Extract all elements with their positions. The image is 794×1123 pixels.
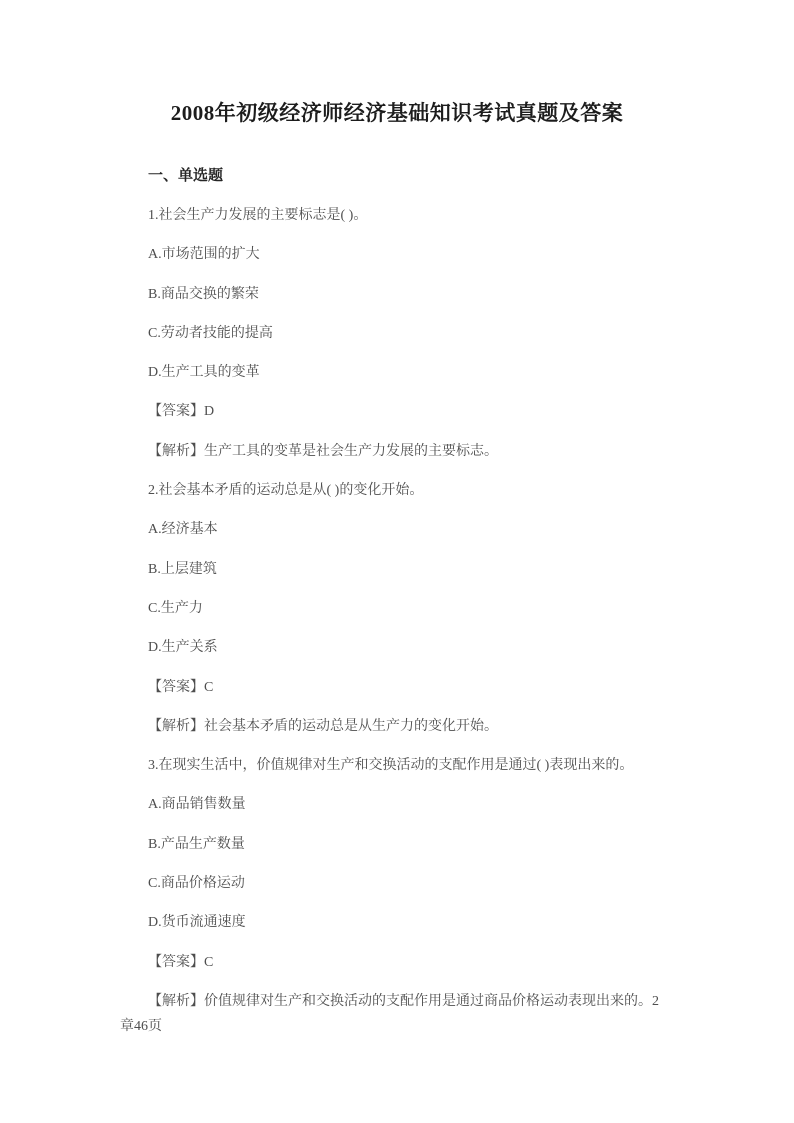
question-3-option-c: C.商品价格运动 — [148, 876, 245, 892]
question-3-answer: 【答案】C — [148, 954, 214, 970]
question-3-option-d: D.货币流通速度 — [148, 915, 246, 931]
question-3-text: 3.在现实生活中，价值规律对生产和交换活动的支配作用是通过( )表现出来的。 — [148, 758, 634, 774]
question-2-option-d: D.生产关系 — [148, 640, 218, 656]
question-2-option-a: A.经济基本 — [148, 522, 218, 538]
question-2-text: 2.社会基本矛盾的运动总是从( )的变化开始。 — [148, 483, 424, 499]
section-heading: 一、单选题 — [148, 168, 224, 184]
question-3-analysis-line1: 【解析】价值规律对生产和交换活动的支配作用是通过商品价格运动表现出来的。2 — [148, 993, 659, 1009]
question-1-analysis: 【解析】生产工具的变革是社会生产力发展的主要标志。 — [148, 443, 498, 459]
question-1-option-b: B.商品交换的繁荣 — [148, 286, 259, 302]
question-3-analysis — [120, 989, 674, 1039]
question-3-analysis-line2: 章46页 — [120, 1018, 162, 1034]
question-1-answer: 【答案】D — [148, 404, 215, 420]
question-3-option-b: B.产品生产数量 — [148, 836, 245, 852]
question-1-option-d: D.生产工具的变革 — [148, 365, 260, 381]
question-2-option-b: B.上层建筑 — [148, 561, 217, 577]
page-title: 2008年初级经济师经济基础知识考试真题及答案 — [170, 101, 624, 125]
question-2-option-c: C.生产力 — [148, 600, 203, 616]
question-1-option-c: C.劳动者技能的提高 — [148, 325, 273, 341]
question-1-option-a: A.市场范围的扩大 — [148, 247, 260, 263]
question-2-analysis: 【解析】社会基本矛盾的运动总是从生产力的变化开始。 — [148, 718, 498, 734]
question-1-text: 1.社会生产力发展的主要标志是( )。 — [148, 208, 368, 223]
question-3-option-a: A.商品销售数量 — [148, 797, 246, 813]
question-2-answer: 【答案】C — [148, 679, 214, 695]
